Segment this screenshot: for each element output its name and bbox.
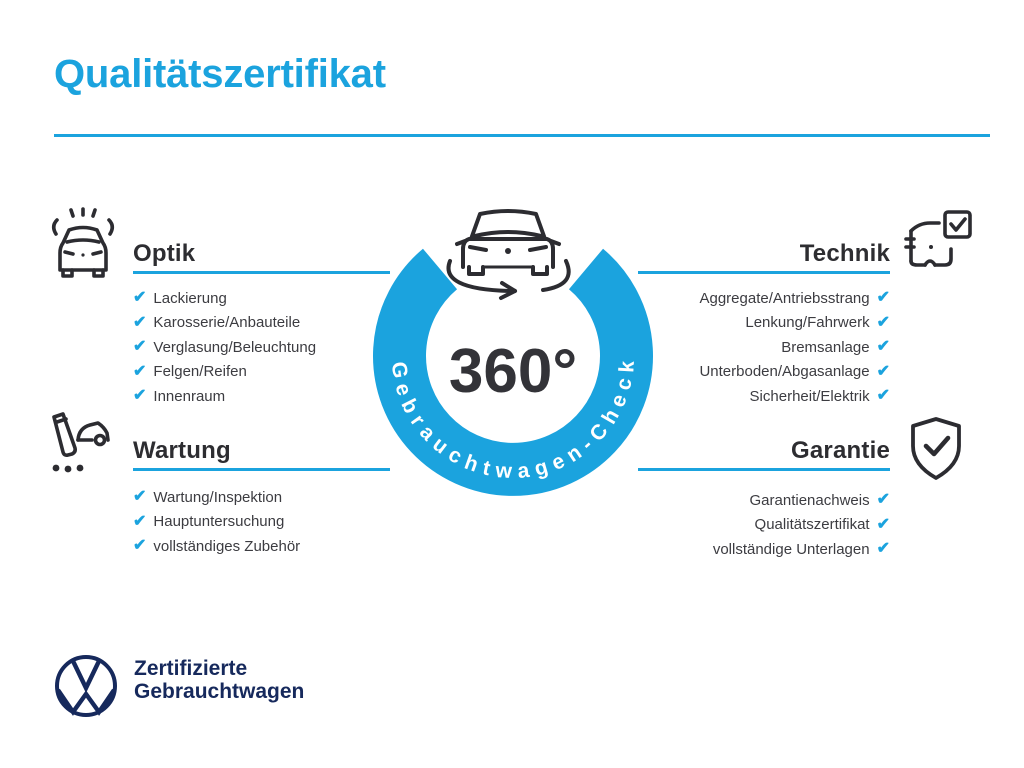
degrees-label: 360° — [448, 337, 578, 406]
title-divider — [54, 134, 990, 137]
checklist-item: ✔ Verglasung/Beleuchtung — [133, 338, 317, 356]
check-icon: ✔ — [133, 512, 147, 530]
checklist-item: ✔ Karosserie/Anbauteile — [133, 313, 301, 332]
checklist-item: ✔ Felgen/Reifen — [133, 362, 247, 381]
section-divider-garantie — [638, 468, 890, 471]
check-icon: ✔ — [876, 515, 890, 533]
checklist-item: ✔ Lackierung — [133, 289, 227, 307]
check-icon: ✔ — [876, 289, 890, 307]
footer-line2: Gebrauchtwagen — [134, 680, 305, 703]
wartung-checklist — [133, 485, 300, 559]
section-title-optik: Optik — [133, 240, 196, 267]
check-icon: ✔ — [133, 289, 147, 307]
optik-checklist — [133, 286, 316, 409]
check-icon: ✔ — [133, 362, 147, 380]
360-check-badge — [365, 195, 661, 505]
checklist-item: Sicherheit/Elektrik ✔ — [749, 387, 890, 405]
checklist-item: Garantienachweis ✔ — [749, 491, 890, 509]
footer-line1: Zertifizierte — [134, 657, 248, 680]
vw-logo — [54, 654, 118, 718]
check-icon: ✔ — [133, 387, 147, 405]
check-icon: ✔ — [876, 491, 890, 509]
checklist-item: Lenkung/Fahrwerk ✔ — [745, 313, 890, 332]
checklist-item: vollständige Unterlagen ✔ — [712, 540, 890, 558]
checklist-item: ✔ Wartung/Inspektion — [133, 488, 283, 506]
check-icon: ✔ — [133, 537, 147, 555]
checklist-item: Aggregate/Antriebsstrang ✔ — [699, 289, 890, 307]
shield-check-icon — [906, 415, 966, 483]
checklist-item: ✔ Innenraum — [133, 387, 226, 405]
check-icon: ✔ — [876, 313, 890, 331]
check-icon: ✔ — [133, 488, 147, 506]
section-title-wartung: Wartung — [133, 437, 231, 464]
check-icon: ✔ — [876, 387, 890, 405]
checklist-item: Bremsanlage ✔ — [781, 338, 890, 356]
rotating-car-icon — [449, 211, 569, 298]
car-checkbox-icon — [903, 209, 973, 283]
section-divider-optik — [133, 271, 390, 274]
section-divider-technik — [638, 271, 890, 274]
section-title-technik: Technik — [799, 240, 890, 267]
section-divider-wartung — [133, 468, 390, 471]
technik-checklist — [699, 286, 890, 409]
checklist-item: Unterboden/Abgasanlage ✔ — [699, 362, 890, 381]
check-icon: ✔ — [876, 338, 890, 356]
pencil-checklist-car-icon — [44, 410, 114, 478]
page-title: Qualitätszertifikat — [54, 52, 386, 96]
check-icon: ✔ — [876, 540, 890, 558]
garantie-checklist — [713, 488, 890, 562]
checklist-item: ✔ vollständiges Zubehör — [133, 537, 301, 555]
check-icon: ✔ — [876, 362, 890, 380]
footer-brand-text — [134, 657, 304, 703]
ring-label: Gebrauchtwagen-Check — [386, 353, 640, 484]
section-title-garantie: Garantie — [791, 437, 890, 464]
check-icon: ✔ — [133, 338, 147, 356]
checklist-item: ✔ Hauptuntersuchung — [133, 512, 285, 531]
checklist-item: Qualitätszertifikat ✔ — [754, 515, 890, 534]
sparkling-car-icon — [50, 207, 116, 287]
check-icon: ✔ — [133, 313, 147, 331]
